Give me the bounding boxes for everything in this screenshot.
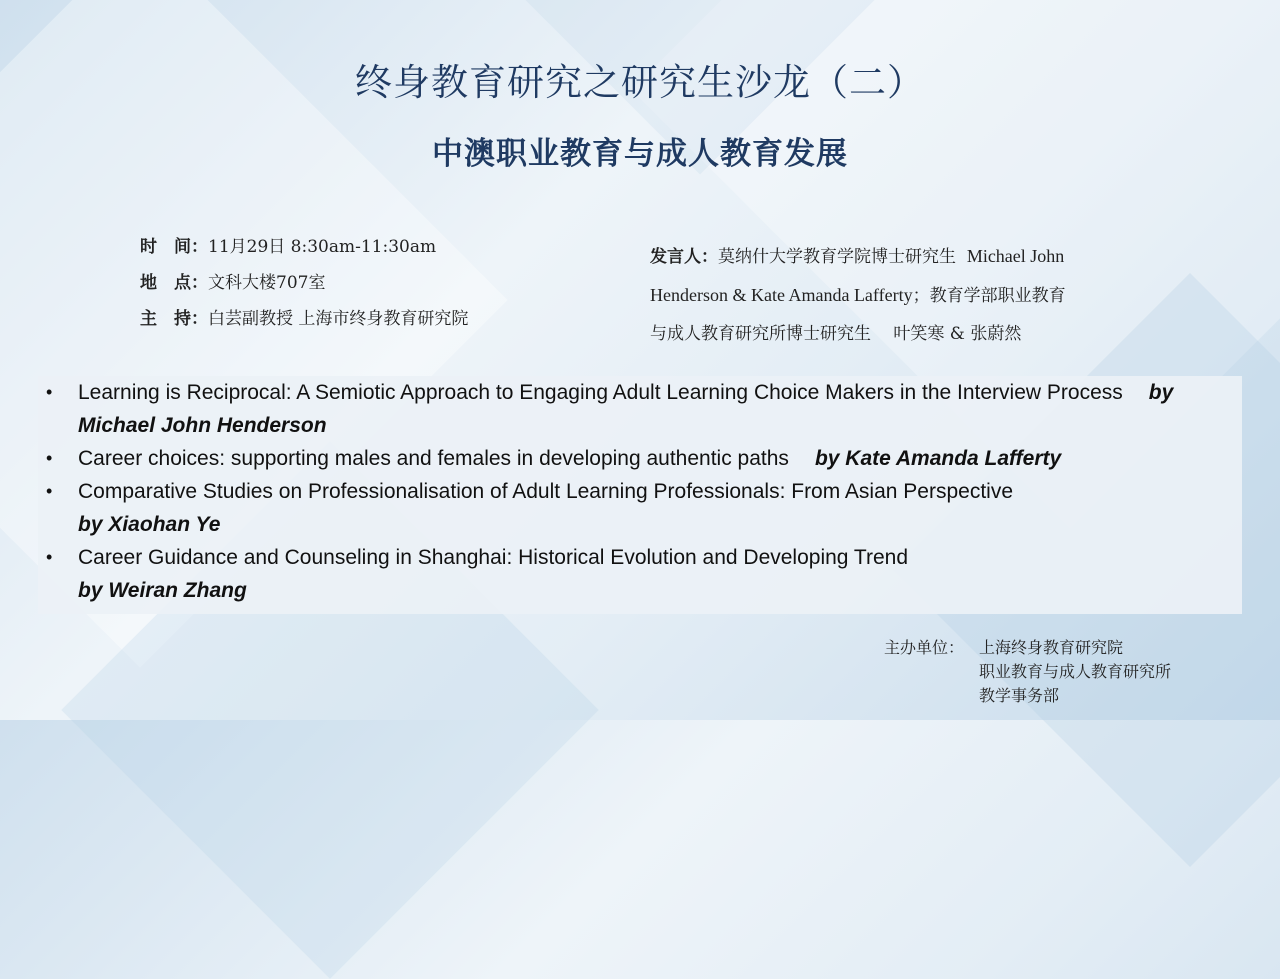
organizer-unit: 教学事务部 xyxy=(979,686,1060,705)
host-label: 主 持： xyxy=(140,309,208,329)
speaker-affiliation-2: ；教育学部职业教育 xyxy=(912,286,1066,306)
event-info xyxy=(140,232,468,340)
place-value: 文科大楼707室 xyxy=(208,273,326,293)
talk-item xyxy=(38,442,1242,475)
speaker-line-2 xyxy=(650,276,1170,315)
slide-subtitle: 中澳职业教育与成人教育发展 xyxy=(432,136,848,172)
place-label: 地 点： xyxy=(140,273,208,293)
time-label: 时 间： xyxy=(140,237,208,257)
talk-title: Career choices: supporting males and females in developing authentic paths xyxy=(78,447,789,470)
bullet: • xyxy=(46,547,53,567)
speaker-label: 发言人： xyxy=(650,247,718,267)
bullet: • xyxy=(46,448,53,468)
place-row xyxy=(140,268,468,304)
host-row xyxy=(140,304,468,340)
talk-title: Career Guidance and Counseling in Shanghai: Historical Evolution and Developing Trend xyxy=(78,546,909,569)
speaker-names: Henderson & Kate Amanda Lafferty xyxy=(650,285,913,305)
talk-speaker: by Kate Amanda Lafferty xyxy=(814,447,1062,470)
time-row xyxy=(140,232,468,268)
speaker-name-part: Michael John xyxy=(966,246,1065,266)
talks-panel xyxy=(38,376,1242,614)
organizer-unit: 职业教育与成人教育研究所 xyxy=(979,662,1172,681)
bullet: • xyxy=(46,481,53,501)
talk-title: Comparative Studies on Professionalisation of Adult Learning Professionals: From Asian Perspective xyxy=(78,480,1013,503)
bullet: • xyxy=(46,382,53,402)
talk-item xyxy=(38,376,1242,442)
organizer-unit: 上海终身教育研究院 xyxy=(979,638,1124,657)
talk-title: Learning is Reciprocal: A Semiotic Approach to Engaging Adult Learning Choice Makers in the Interview Process xyxy=(78,381,1123,404)
host-value: 白芸副教授 上海市终身教育研究院 xyxy=(208,309,469,329)
time-value: 11月29日 8:30am-11:30am xyxy=(208,237,437,257)
slide-title: 终身教育研究之研究生沙龙（二） xyxy=(355,61,925,104)
speaker-info xyxy=(650,237,1170,353)
talk-list xyxy=(38,376,1242,607)
talk-speaker: by Xiaohan Ye xyxy=(78,513,221,536)
talk-speaker: by Michael John Henderson xyxy=(78,381,1174,437)
talk-item xyxy=(38,541,1242,607)
talk-item xyxy=(38,475,1242,541)
speaker-affiliation: 莫纳什大学教育学院博士研究生 xyxy=(718,247,956,267)
talk-speaker: by Weiran Zhang xyxy=(78,579,247,602)
speaker-line-3: 与成人教育研究所博士研究生 叶笑寒 & 张蔚然 xyxy=(650,324,1022,344)
speaker-line-1 xyxy=(650,237,1170,276)
organizer-list xyxy=(979,636,1171,708)
organizer-label: 主办单位： xyxy=(884,638,965,657)
